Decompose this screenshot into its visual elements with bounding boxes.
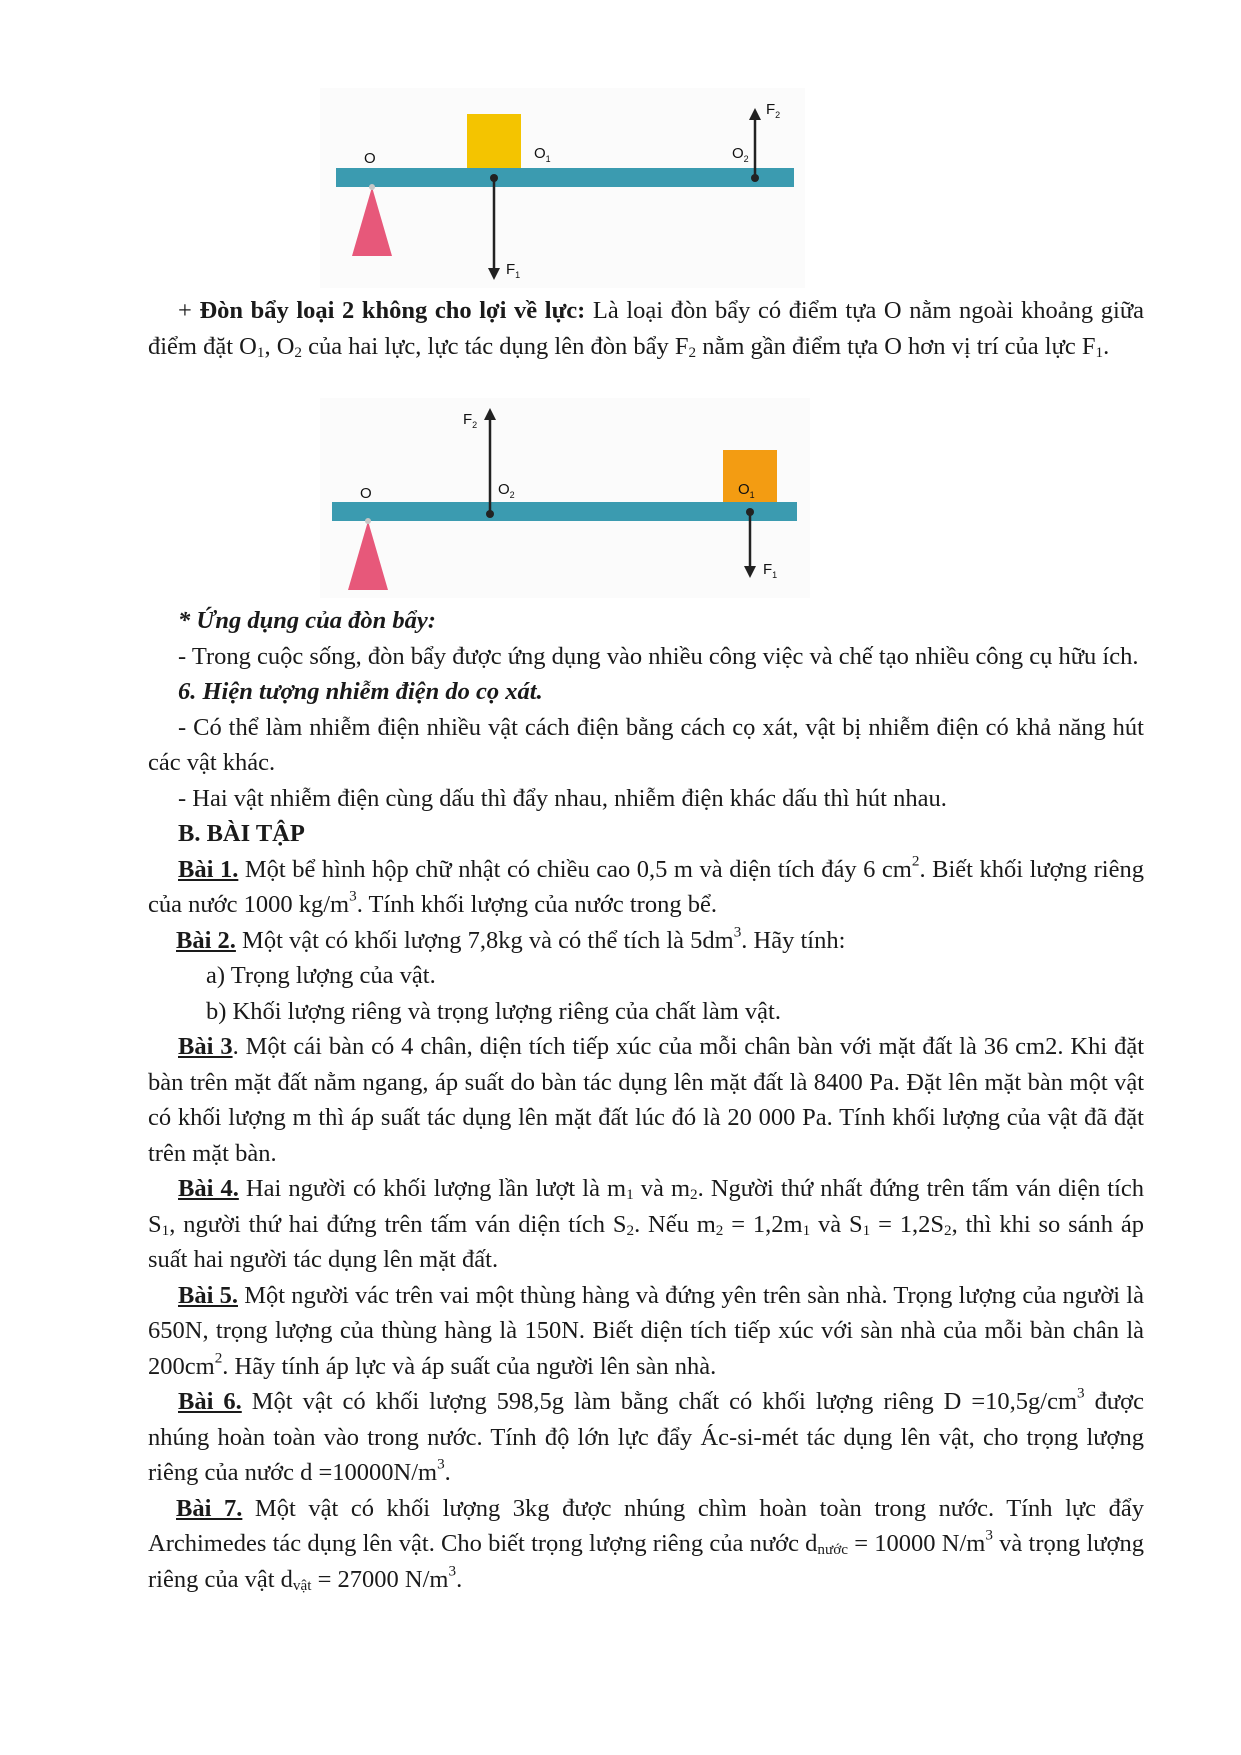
label-f1: $F_1$	[763, 561, 778, 580]
label-f1: $F_1$	[506, 261, 521, 280]
point-o2	[751, 174, 759, 182]
exercise-5-label: Bài 5.	[178, 1281, 238, 1309]
applications-line: - Trong cuộc sống, đòn bẩy được ứng dụng vào nhiều công việc và chế tạo nhiều công cụ hữu ích.	[178, 642, 1139, 670]
label-f2: $F_2$	[463, 411, 478, 430]
point-o1	[746, 508, 754, 516]
exercise-5: Bài 5. Một người vác trên vai một thùng hàng và đứng yên trên sàn nhà. Trọng lượng của người là 650N, trọng lượng của thùng hàng là 150N. Biết diện tích tiếp xúc với sàn nhà của mỗi bàn chân là $200cm^2$. Hãy tính áp lực và áp suất của người lên sàn nhà.	[148, 1281, 1144, 1380]
lever-beam	[332, 502, 797, 521]
lever-type-2-paragraph: + Đòn bẩy loại 2 không cho lợi về lực: Là loại đòn bẩy có điểm tựa O nằm ngoài khoảng giữa điểm đặt $O_1$, $O_2$ của hai lực, lực tác dụng lên đòn bẩy $F_2$ nằm gần điểm tựa O hơn vị trí của lực $F_1$.	[148, 297, 1144, 361]
exercise-3-label: Bài 3	[178, 1033, 233, 1060]
main-text	[148, 603, 1144, 1597]
exercise-1: Bài 1. Một bể hình hộp chữ nhật có chiều cao 0,5 m và diện tích đáy 6 $cm^2$. Biết khối lượng riêng của nước 1000 $kg/m^3$. Tính khối lượng của nước trong bể.	[148, 852, 1144, 918]
exercise-2-label: Bài 2.	[176, 926, 236, 954]
exercise-3: Bài 3. Một cái bàn có 4 chân, diện tích tiếp xúc của mỗi chân bàn với mặt đất là 36 cm2. Khi đặt bàn trên mặt đất nằm ngang, áp suất do bàn tác dụng lên mặt đất là 8400 Pa. Đặt lên mặt bàn một vật có khối lượng m thì áp suất tác dụng lên mặt đất lúc đó là 20 000 Pa. Tính khối lượng của vật đã đặt trên mặt bàn.	[148, 1033, 1145, 1167]
exercise-6: Bài 6. Một vật có khối lượng 598,5g làm bằng chất có khối lượng riêng $D =10,5g/cm^3$ được nhúng hoàn toàn vào trong nước. Tính độ lớn lực đẩy Ác-si-mét tác dụng lên vật, cho trọng lượng riêng của nước $d =10000N/m^3$.	[148, 1384, 1144, 1486]
exercise-6-label: Bài 6.	[178, 1388, 242, 1415]
section-b-heading: B. BÀI TẬP	[178, 820, 305, 847]
exercise-4: Bài 4. Hai người có khối lượng lần lượt là $m_1$ và $m_2$. Người thứ nhất đứng trên tấm ván diện tích $S_1$, người thứ hai đứng trên tấm ván diện tích $S_2$. Nếu $m_2 = 1,2m_1$ và $S_1 = 1,2S_2$, thì khi so sánh áp suất hai người tác dụng lên mặt đất.	[148, 1175, 1145, 1273]
fulcrum-point	[369, 184, 375, 190]
section-6-line-2: - Hai vật nhiễm điện cùng dấu thì đẩy nhau, nhiễm điện khác dấu thì hút nhau.	[178, 784, 947, 812]
point-o1	[490, 174, 498, 182]
exercise-2-part-b: b) Khối lượng riêng và trọng lượng riêng của chất làm vật.	[206, 997, 781, 1025]
lever-beam	[336, 168, 794, 187]
label-o1: $O_1$	[738, 481, 755, 500]
section-6-heading: 6. Hiện tượng nhiễm điện do cọ xát.	[178, 678, 543, 705]
label-o1: $O_1$	[534, 145, 551, 164]
load-block	[467, 114, 521, 168]
lever-diagram-2	[320, 398, 810, 598]
lever-diagram-1	[320, 88, 805, 288]
lever-type-2-heading: Đòn bẩy loại 2 không cho lợi về lực:	[199, 297, 586, 324]
exercise-7: Bài 7. Một vật có khối lượng 3kg được nhúng chìm hoàn toàn trong nước. Tính lực đẩy Archimedes tác dụng lên vật. Cho biết trọng lượng riêng của nước $d_{nước} = 10000$ $N/m^3$ và trọng lượng riêng của vật $d_{vật} = 27000$ $N/m^3$.	[148, 1494, 1145, 1594]
applications-heading: * Ứng dụng của đòn bẩy:	[178, 607, 436, 634]
fulcrum-point	[365, 518, 371, 524]
label-o2: $O_2$	[498, 481, 515, 500]
point-o2	[486, 510, 494, 518]
label-o: O	[360, 485, 372, 502]
exercise-1-label: Bài 1.	[178, 855, 239, 883]
exercise-2-part-a: a) Trọng lượng của vật.	[206, 962, 436, 989]
label-f2: $F_2$	[766, 101, 781, 120]
exercise-4-label: Bài 4.	[178, 1175, 239, 1202]
exercise-2: Bài 2. Một vật có khối lượng 7,8kg và có thể tích là $5dm^3$. Hãy tính:	[176, 923, 846, 954]
section-6-line-1: - Có thể làm nhiễm điện nhiều vật cách điện bằng cách cọ xát, vật bị nhiễm điện có khả năng hút các vật khác.	[148, 713, 1144, 776]
exercise-7-label: Bài 7.	[176, 1494, 243, 1522]
label-o: O	[364, 150, 376, 167]
label-o2: $O_2$	[732, 145, 749, 164]
